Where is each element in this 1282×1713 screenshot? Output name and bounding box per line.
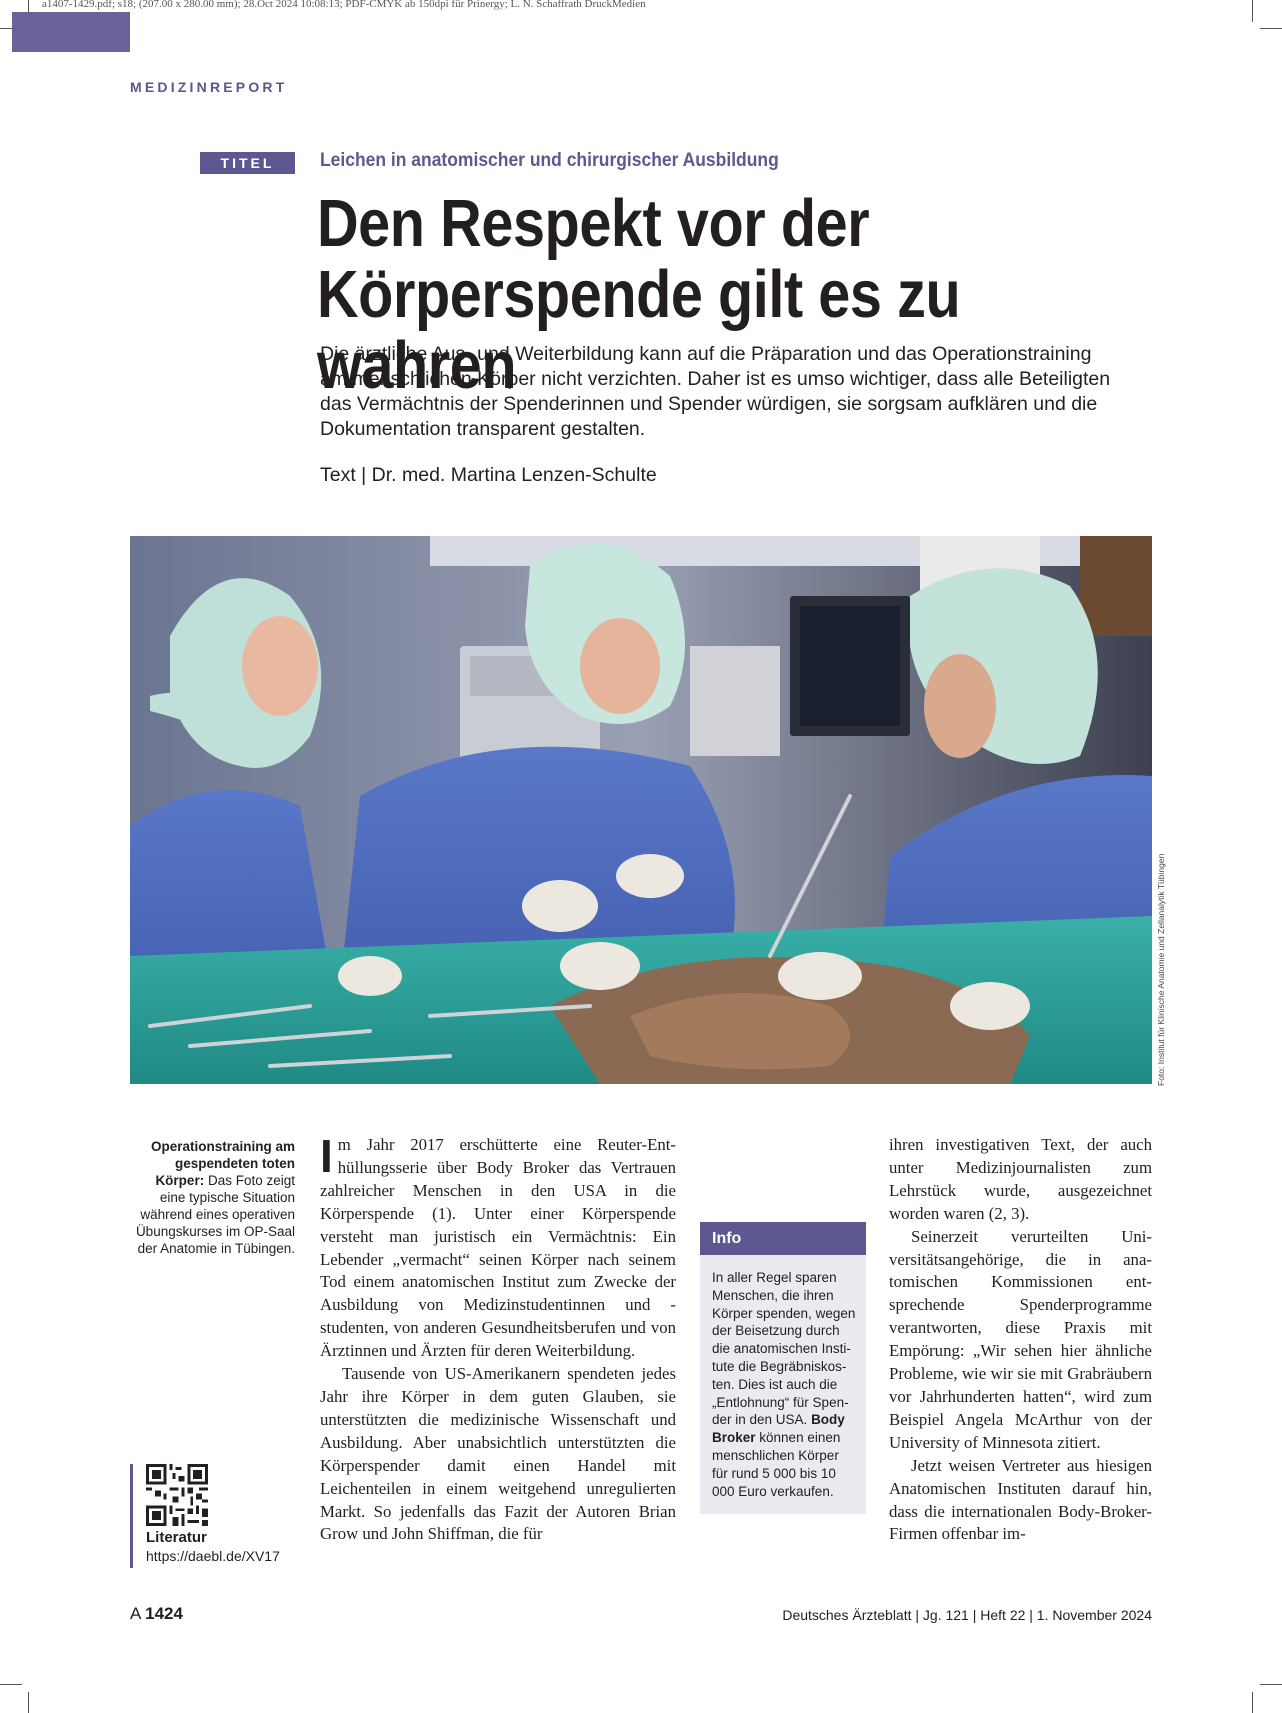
- body-paragraph-3: ihren investigativen Text, der auch unter Medizinjournalisten zum Lehrstück wurde, ausgezeichnet worden waren (2, 3).: [889, 1135, 1152, 1223]
- headline-line-1: Den Respekt vor der: [317, 186, 870, 261]
- body-paragraph-1: [320, 1130, 676, 1363]
- crop-mark: [0, 1684, 22, 1685]
- info-bold: Body Broker: [712, 1412, 845, 1446]
- author-line: Text | Dr. med. Martina Lenzen-Schulte: [320, 464, 657, 486]
- body-column-1: [320, 1130, 676, 1546]
- crop-mark: [1260, 28, 1282, 29]
- body-column-2: [889, 1134, 1152, 1546]
- lead-paragraph: Die ärztliche Aus- und Weiterbildung kann auf die Präparation und das Operationstraining am menschlichen Körper nicht verzichten. Daher ist es umso wichtiger, dass alle Beteiligten das Vermächtnis der Spenderinnen und Spender würdigen, sie sorgsam aufklären und die Dokumentation transparent gestalten.: [320, 343, 1111, 440]
- info-box: [700, 1222, 866, 1514]
- body-paragraph-2: Tausende von US-Amerikanern spendeten jedes Jahr ihre Körper in dem guten Glauben, sie unterstützten die medizinische Wissenschaft und Ausbildung. Aber unabsichtlich unterstützten die Körperspender damit einen Handel mit Leichenteilen in einem weitgehend unregulierten Markt. So jedenfalls das Fazit der Autoren Brian Grow und John Shiffman, die für: [320, 1364, 676, 1544]
- headline-line-2: Körperspende gilt es zu wahren: [317, 257, 961, 403]
- section-label: MEDIZINREPORT: [130, 79, 288, 95]
- qr-code-icon[interactable]: [146, 1464, 208, 1526]
- journal-footer: Deutsches Ärzteblatt | Jg. 121 | Heft 22 | 1. November 2024: [782, 1607, 1152, 1623]
- crop-mark: [1252, 1692, 1253, 1713]
- literature-block: [130, 1464, 280, 1568]
- photo-caption: [130, 1138, 295, 1257]
- color-swatch: [12, 12, 130, 52]
- caption-bold: Operationstraining am gespendeten toten Körper:: [150, 1139, 295, 1188]
- drop-cap: I: [320, 1130, 333, 1182]
- body-paragraph-5: Jetzt weisen Vertreter aus hiesigen Anatomischen Instituten darauf hin, dass die internationalen Body-Broker-Firmen offenbar im-: [889, 1455, 1152, 1544]
- page-number: [130, 1604, 183, 1624]
- photo-credit: Foto: Institut für Klinische Anatomie und Zellanalytik Tübingen: [1156, 853, 1166, 1086]
- title-tag: TITEL: [200, 152, 295, 174]
- crop-mark: [1252, 0, 1253, 22]
- info-box-text: [700, 1255, 866, 1500]
- body-paragraph-1-text: m Jahr 2017 erschütterte eine Reuter-Enthüllungsserie über Body Broker das Vertrauen zahlreicher Menschen in den USA in die Körperspende (1). Unter einer Körperspende versteht man juristisch ein Vermächtnis: Ein Lebender „vermacht“ seinen Körper nach seinem Tod einem anatomischen Institut zum Zwecke der Ausbildung von Medizinstudentinnen und -studenten, von anderen Gesundheitsberufen und von Ärztinnen und Ärzten für deren Weiterbildung.: [320, 1135, 676, 1361]
- kicker: Leichen in anatomischer und chirurgischer Ausbildung: [320, 150, 779, 171]
- surgery-photo-illustration: [130, 536, 1152, 1084]
- body-paragraph-4: Seinerzeit verurteilten Universitätsangehörige, die in anatomischen Kommissionen entsprechende Spenderprogramme verantworten, diese Praxis mit Empörung: „Wir sehen hier ähnliche Probleme, wie wir sie mit Grabräubern vor Jahrhunderten hatten“, wird zum Beispiel Angela McArthur von der University of Minnesota zitiert.: [889, 1226, 1152, 1452]
- caption-text: Das Foto zeigt eine typische Situation während eines operativen Übungskurses im OP-Saal der Anatomie in Tübingen.: [135, 1173, 295, 1256]
- crop-mark: [28, 1692, 29, 1713]
- literature-link[interactable]: https://daebl.de/XV17: [146, 1548, 280, 1564]
- print-info-line: a1407-1429.pdf; s18; (207.00 x 280.00 mm); 28.Oct 2024 10:08:13; PDF-CMYK ab 150dpi für Prinergy; L. N. Schaffrath DruckMedien: [42, 0, 646, 10]
- surgery-photo: [130, 536, 1152, 1084]
- info-box-title: Info: [700, 1222, 866, 1255]
- info-text-2: können einen menschlichen Körper für rund 5 000 bis 10 000 Euro verkaufen.: [712, 1430, 841, 1499]
- page-number-value: 1424: [145, 1604, 183, 1623]
- crop-mark: [1260, 1684, 1282, 1685]
- literature-label: Literatur: [146, 1529, 207, 1546]
- page-prefix: A: [130, 1604, 141, 1623]
- info-text-1: In aller Regel sparen Menschen, die ihren Körper spenden, wegen der Beisetzung durch die anatomischen Institute die Begräbniskosten. Dies ist auch die „Entlohnung“ für Spender in den USA.: [712, 1270, 856, 1428]
